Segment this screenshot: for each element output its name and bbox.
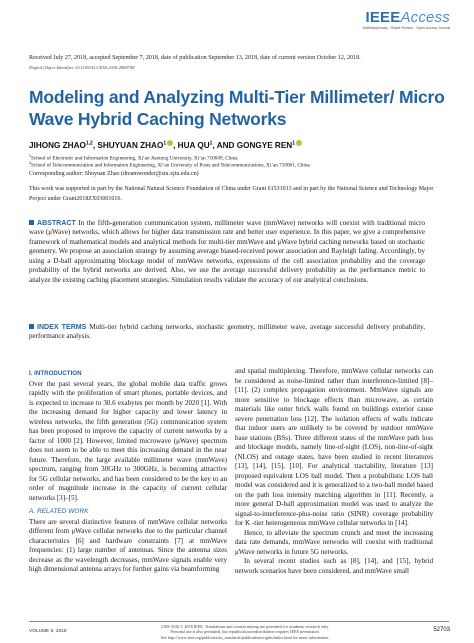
author-list [29,140,302,150]
doi: Digital Object Identifier 10.1109/ACCESS.2018.2869748 [29,65,135,70]
footer-copyright-line-2: Personal use is also permitted, but republication/redistribution requires IEEE permission. [170,629,320,635]
abstract-text: In the fifth-generation communication system, millimeter wave (mmWave) networks will coexist with traditional micro wave (μWave) networks, which allows for higher data transmission rate and better user experience. In this paper, we give a comprehensive framework of mathematical models and analytical methods for multi-tier mmWave and μWave hybrid caching networks based on stochastic geometry. We propose an association strategy by assuming average biased-received power association and Rayleigh fading. Accordingly, by using a D-ball approximating blockage model of mmWave networks, expressions of the cell association probability and the coverage probability of the hybrid networks are derived. Also, we use the average successful delivery probability as the performance metric to analyze the existing caching placement strategies. Simulation results validate the accuracy of our analytical conclusions. [29,219,425,284]
footer-copyright-line-3[interactable]: See http://www.ieee.org/publications_standards/publications/rights/index.html for more information. [160,634,330,640]
affiliation-2-sup: 2 [29,160,31,165]
logo-tagline: Multidisciplinary : Rapid Review : Open Access Journal [362,26,450,30]
section-heading-introduction: I. INTRODUCTION [29,370,82,377]
index-terms-text: Multi-tier hybrid caching networks, stochastic geometry, millimeter wave, average successful delivery probability, performance analysis. [29,323,425,341]
logo-brand: IEEE [365,9,401,26]
publication-dates: Received July 27, 2018, accepted September 7, 2018, date of publication September 13, 2018, date of current version October 12, 2018. [29,55,361,61]
affiliation-1-sup: 1 [29,153,31,158]
right-paragraph-1: and spatial multiplexing. Therefore, mmWave cellular networks can be considered as noise-limited rather than interference-limited [8]–[11]. (2) complex propagation environment. MmWave signals are more sensitive to blockage effects than microwave, as certain materials like outer brick walls found on buildings exterior cause severe penetration loss [12]. The isolation effects of walls indicate that indoor users are unlikely to be covered by outdoor mmWave base stations (BSs). Three different states of the mmWave path loss and blockage models, namely line-of-sight (LOS), non-line-of-sight (NLOS) and outage states, have been studied in recent literatures [13], [14], [15], [10]. For analytical tractability, literature [13] proposed equivalent LOS ball model. Then a probabilistic LOS ball model was considered and it is generalized to a two-ball model based on the path loss intensity matching algorithm in [11]. Recently, a more general D-ball approximation model was used to analyze the signal-to-interference-plus-noise ratio (SINR) coverage probability for K -tier heterogeneous mmWave cellular networks in [14]. [235,367,433,527]
footer-copyright [130,624,360,640]
author-2-sup: 1 [163,140,167,147]
right-paragraph-3: In several recent studies such as [8], [14], and [15], hybrid network scenarios have been considered, and mmWave small [235,557,433,575]
subsection-heading-related-work: A. RELATED WORK [29,508,89,515]
left-column [29,367,227,575]
ieee-access-logo [363,10,451,31]
author-2: , SHUYUAN ZHAO [92,141,164,150]
page-number: 52703 [433,627,450,633]
author-3-sup: 1 [209,140,213,147]
right-column [235,367,433,576]
author-1: JIHONG ZHAO [29,141,86,150]
intro-paragraph-1: Over the past several years, the global mobile data traffic grows rapidly with the proliferation of smart phones, portable devices, and is expected to increase to 30.6 exabytes per month by 2020 [1]. With the increasing demand for higher capacity and lower latency in wireless networks, the fifth generation (5G) communication system has been proposed to improve the capacity of current networks by a factor of 1000 [2]. However, limited microwave (μWave) spectrum does not seem to be able to meet this increasing demand in the near future. Therefore, the large available millimeter wave (mmWave) spectrum, ranging from 30GHz to 300GHz, is becoming attractive for 5G cellular networks, and has been considered to be the key to an order of magnitude increase in the capacity of current cellular networks [3]–[5]. [29,379,227,502]
abstract-label: ABSTRACT [37,220,76,227]
author-4-sup: 1 [292,140,295,147]
corresponding-author: Corresponding author: Shuyuan Zhao (dreamwonder@stu.xjtu.edu.cn) [29,171,199,177]
logo-accent: Access [400,9,450,26]
author-4: , AND GONGYE REN [212,141,293,150]
index-terms-label: INDEX TERMS [37,324,87,331]
author-1-sup: 1,2 [85,140,93,147]
affiliation-2-text: School of Telecommunication and Information Engineering, Xi’an University of Posts and Telecommunications, Xi’an 710061, China [31,162,310,169]
funding-note: This work was supported in part by the National Natural Science Foundation of China under Grant 61531013 and in part by the National Science and Technology Major Project under Grant2018ZX03001016. [29,186,434,202]
index-terms [29,323,425,342]
affiliation-2 [29,160,310,169]
affiliation-1-text: School of Electronic and Information Engineering, Xi’an Jiaotong University, Xi’an 710049, China [31,155,238,162]
footer-copyright-line-1: 2169-3536 © 2018 IEEE. Translations and content mining are permitted for academic research only. [160,624,330,629]
related-work-paragraph: There are several distinctive features of mmWave cellular networks different from μWave cellular networks due to the particular channel characteristics [6] and hardware constraints [7] at mmWave frequencies: (1) large number of antennas. Since the antenna sizes decrease as the wavelength decreases, mmWave signals enable very high dimensional antenna arrays for further gains via beamforming [29,517,227,573]
orcid-icon[interactable] [296,140,302,146]
abstract-square-icon [29,220,34,225]
index-terms-square-icon [29,324,34,329]
right-paragraph-2: Hence, to alleviate the spectrum crunch and meet the increasing data rate demands, mmWave networks will coexist with traditional μWave networks in future 5G networks. [235,528,433,556]
footer-volume: VOLUME 6, 2018 [29,629,67,634]
footer-divider [29,621,449,622]
journal-header [0,0,474,44]
author-3: , HUA QU [173,141,210,150]
abstract [29,219,425,285]
paper-title: Modeling and Analyzing Multi-Tier Millimeter/ Micro Wave Hybrid Caching Networks [29,87,445,129]
